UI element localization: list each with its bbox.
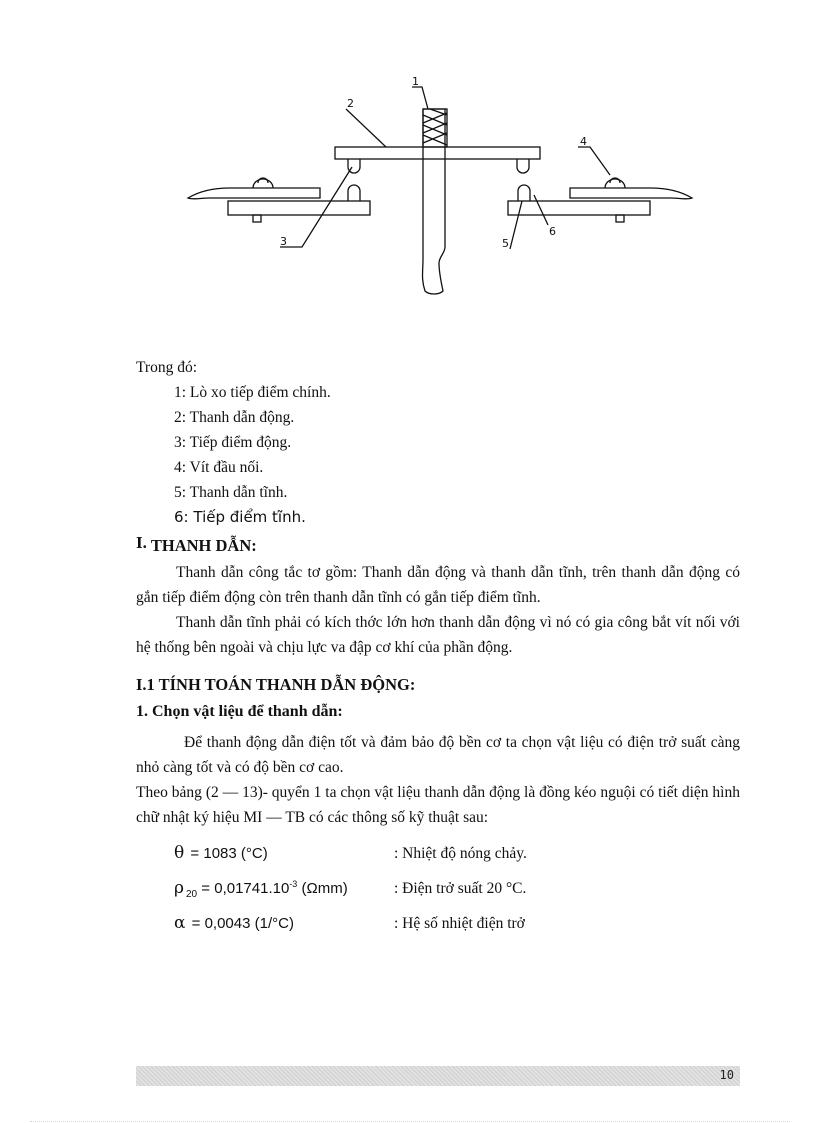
- section-title: THANH DẪN:: [150, 536, 257, 555]
- parameter-formula: ρ $_{20} = 0,01741.10^{-3}$ (Ωmm): [174, 877, 348, 900]
- left-screw: [253, 179, 273, 188]
- moving-contact-right: [517, 159, 529, 173]
- section-number: I.: [136, 533, 147, 552]
- contactor-diagram: [180, 75, 700, 305]
- right-fixed-contact: [518, 185, 530, 201]
- parameter-row: [136, 836, 740, 871]
- label-4: 4: [580, 135, 587, 148]
- param-symbol: α: [174, 912, 186, 933]
- param-symbol: ρ: [174, 877, 184, 898]
- legend-item: 1: Lò xo tiếp điểm chính.: [174, 384, 331, 401]
- footer-divider: [30, 1121, 790, 1122]
- legend-item: 2: Thanh dẫn động.: [174, 409, 295, 426]
- leader-4: [578, 147, 610, 175]
- parameter-row: [136, 906, 740, 941]
- parameter-description: : Điện trở suất 20 °C.: [394, 879, 527, 897]
- section-heading: [136, 534, 740, 558]
- contactor-diagram-svg: [180, 75, 700, 305]
- leader-3: [280, 167, 352, 247]
- left-fixed-bar: [228, 201, 370, 215]
- left-terminal: [188, 188, 320, 199]
- left-fixed-contact: [348, 185, 360, 201]
- label-6: 6: [549, 225, 556, 238]
- parameter-formula: θ = 1083 (°C): [174, 842, 268, 863]
- label-2: 2: [347, 97, 354, 110]
- moving-bar: [335, 147, 540, 159]
- legend-item: 6: Tiếp điểm tĩnh.: [174, 508, 306, 526]
- parameter-list: [136, 836, 740, 941]
- parameter-row: [136, 871, 740, 906]
- right-terminal: [570, 188, 692, 199]
- legend-list: [136, 380, 740, 530]
- footer-bar: [136, 1066, 740, 1086]
- paragraph: Để thanh động dẫn điện tốt và đảm bảo độ bền cơ ta chọn vật liệu có điện trở suất càng nhỏ càng tốt và có độ bền cơ cao.: [136, 734, 740, 776]
- leader-6: [534, 195, 548, 225]
- paragraph: Theo bảng (2 — 13)- quyển 1 ta chọn vật liệu thanh dẫn động là đồng kéo nguội có tiết diện hình chữ nhật ký hiệu MI — TB có các thông số kỹ thuật sau:: [136, 784, 740, 826]
- leader-2: [346, 109, 386, 147]
- label-5: 5: [502, 237, 509, 250]
- parameter-formula: α = 0,0043 (1/°C): [174, 912, 294, 933]
- spring-hatch: [423, 109, 447, 145]
- legend-intro: Trong đó:: [136, 359, 198, 376]
- parameter-description: : Nhiệt độ nóng chảy.: [394, 844, 527, 862]
- page-number: 10: [719, 1068, 734, 1082]
- subsection-heading: I.1 TÍNH TOÁN THANH DẪN ĐỘNG:: [136, 675, 416, 694]
- leader-5: [510, 201, 522, 249]
- section-paragraph: Thanh dẫn tĩnh phải có kích thớc lớn hơn thanh dẫn động vì nó có gia công bắt vít nối với hệ thống bên ngoài và chịu lực va đập cơ khí của phần động.: [136, 614, 740, 656]
- param-symbol: θ: [174, 842, 185, 863]
- right-screw: [605, 179, 625, 188]
- section-paragraph: Thanh dẫn công tắc tơ gồm: Thanh dẫn động và thanh dẫn tĩnh, trên thanh dẫn động có gắn tiếp điểm động còn trên thanh dẫn tĩnh có gắn tiếp điểm tĩnh.: [136, 564, 740, 606]
- legend-item: 3: Tiếp điểm động.: [174, 434, 292, 451]
- legend-item: 5: Thanh dẫn tĩnh.: [174, 484, 288, 501]
- leader-1: [412, 87, 428, 109]
- page-content: [136, 355, 740, 941]
- right-fixed-bar: [508, 201, 650, 215]
- label-1: 1: [412, 75, 419, 88]
- label-3: 3: [280, 235, 287, 248]
- subsubsection-heading: 1. Chọn vật liệu để thanh dẫn:: [136, 703, 343, 720]
- legend-item: 4: Vít đầu nối.: [174, 459, 264, 476]
- parameter-description: : Hệ số nhiệt điện trở: [394, 914, 525, 932]
